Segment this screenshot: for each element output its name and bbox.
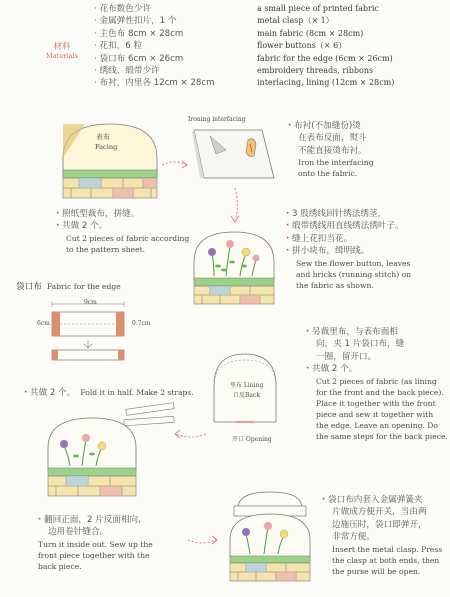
step2-ironing-illustration: [190, 122, 280, 184]
materials-zh-2: · 主色布 8cm × 28cm: [94, 28, 184, 39]
materials-en-6: interlacing, lining (12cm × 28cm): [257, 78, 395, 88]
step5-text-zh-0: · 翻回正面，2 片反面相向，: [38, 515, 147, 525]
step5-text-en-2: back piece.: [38, 561, 82, 571]
edge-text-zh: · 共做 2 个。: [24, 388, 76, 398]
step2-text-zh-1: 在表布反面，熨斗: [298, 133, 367, 144]
step2-text-zh-2: 不能直接烫布衬。: [298, 145, 367, 156]
edge-text-en: Fold it in half. Make 2 straps.: [80, 388, 194, 397]
step6-finished-purse-illustration: [222, 484, 318, 584]
step3-text-zh-2: · 缝上花扣当花。: [286, 233, 353, 244]
materials-zh-5: · 绣线、缎带少许: [94, 66, 160, 77]
step2-text-en-0: Iron the interfacing: [298, 158, 374, 168]
step4-text-zh-2: 一圈，留开口。: [316, 351, 377, 362]
step2-text-en-1: onto the fabric.: [298, 169, 358, 179]
edge-dim-right: 0.7cm: [132, 320, 151, 327]
step3-text-zh-0: · 3 股绣线回针绣法绣茎，: [286, 209, 387, 219]
step2-text-zh-0: · 布衬(不加缝份)烫: [288, 121, 361, 131]
step1-text-en-0: Cut 2 pieces of fabric according: [66, 233, 190, 243]
step6-text-en-1: the clasp at both ends, then: [332, 555, 440, 565]
materials-list-en: [257, 3, 394, 90]
step4-back-label: 口反Back: [233, 392, 260, 399]
edge-text: [24, 380, 194, 399]
step4-text-en-1: for the front and the back piece).: [316, 387, 444, 397]
arrow-2-to-3: [220, 186, 250, 226]
step6-text-en-2: the purse will be open.: [332, 566, 421, 576]
step5-assembled-illustration: [40, 400, 180, 500]
materials-en-5: embroidery threads, ribbons: [257, 66, 374, 76]
step6-text-zh-2: 边施压时，袋口即弹开，: [332, 519, 427, 530]
step4-text-en-2: Place it together with the front: [316, 398, 436, 408]
materials-zh-1: · 金属弹性扣片，1 个: [94, 16, 177, 27]
step1-text-zh-1: · 共做 2 个。: [56, 221, 108, 232]
edge-title: [16, 274, 121, 293]
edge-dim-width: 9cm: [84, 299, 97, 306]
edge-title-en: Fabric for the edge: [46, 282, 121, 291]
step6-text-zh-3: 非常方便。: [332, 532, 375, 543]
step5-text-en-0: Turn it inside out. Sew up the: [38, 539, 153, 549]
materials-zh-4: · 袋口布 6cm × 26cm: [94, 53, 184, 64]
step6-text: [322, 494, 442, 577]
step1-facing-label-en: Facing: [95, 143, 118, 151]
materials-zh-0: · 花布数色少许: [94, 4, 152, 14]
step4-text-en-3: piece and sew it together with: [316, 409, 434, 419]
step5-text-en-1: front piece together with the: [38, 550, 150, 560]
step2-ironing-label: Ironing interfacing: [188, 116, 246, 123]
arrow-5-to-6: [186, 530, 222, 552]
step4-lining-label: 里布 Lining: [230, 382, 264, 389]
step4-text-en-5: the same steps for the back piece.: [316, 431, 448, 441]
materials-en-3: flower buttons（× 6）: [257, 41, 347, 51]
step1-text: [56, 208, 189, 255]
materials-en-2: main fabric (8cm × 28cm): [257, 28, 364, 38]
materials-zh-6: · 布衬，内里各 12cm × 28cm: [94, 78, 215, 89]
step6-text-en-0: Insert the metal clasp. Press: [332, 544, 443, 554]
step1-text-zh-0: · 照纸型裁布，拼缝。: [56, 209, 140, 219]
edge-title-zh: 袋口布: [16, 282, 42, 292]
step4-text-en-0: Cut 2 pieces of fabric (as lining: [316, 376, 437, 386]
step5-text: [38, 514, 153, 572]
materials-en-0: a small piece of printed fabric: [257, 4, 379, 13]
step3-text-zh-3: · 拼小块布，缉明线。: [286, 246, 370, 257]
step4-text: [306, 326, 448, 442]
arrow-1-to-2: [160, 155, 190, 175]
step1-facing-label-zh: 表布: [96, 133, 110, 141]
materials-title-en: Materials: [46, 52, 78, 60]
materials-en-4: fabric for the edge (6cm × 26cm): [257, 53, 393, 63]
step3-text-en-2: the fabric as shown.: [296, 280, 374, 290]
step3-embroidery-illustration: [188, 228, 280, 306]
step6-text-zh-0: · 袋口布内套入金属弹簧夹: [322, 495, 423, 505]
step3-text: [286, 208, 411, 291]
step2-text: [288, 120, 374, 179]
step4-text-zh-0: · 另裁里布，与表布面相: [306, 327, 398, 337]
step4-text-zh-1: 向，夹 1 片袋口布，缝: [316, 339, 405, 350]
step6-text-zh-1: 片做成方便开关，当由两: [332, 507, 427, 518]
step4-opening-label: 开口 Opening: [232, 436, 272, 443]
step4-text-zh-3: · 共做 2 个。: [306, 364, 358, 375]
step3-text-en-1: and bricks (running stitch) on: [296, 269, 412, 279]
step3-text-zh-1: · 缎带绣线用直线绣法绣叶子。: [286, 221, 404, 232]
step5-text-zh-1: 边用卷针缝合。: [48, 527, 109, 538]
step4-text-en-4: the edge. Leave an opening. Do: [316, 420, 438, 430]
step3-text-en-0: Sew the flower button, leaves: [296, 258, 411, 268]
edge-fabric-illustration: [44, 300, 134, 376]
materials-en-1: metal clasp（× 1）: [257, 16, 334, 26]
materials-list-zh: [94, 3, 215, 90]
step1-text-en-1: to the pattern sheet.: [66, 244, 146, 254]
materials-zh-3: · 花扣，6 粒: [94, 41, 143, 52]
edge-dim-left: 6cm: [37, 320, 50, 327]
step1-facing-illustration: [55, 118, 165, 200]
materials-title: [46, 40, 78, 60]
materials-title-zh: 材料: [53, 42, 71, 52]
